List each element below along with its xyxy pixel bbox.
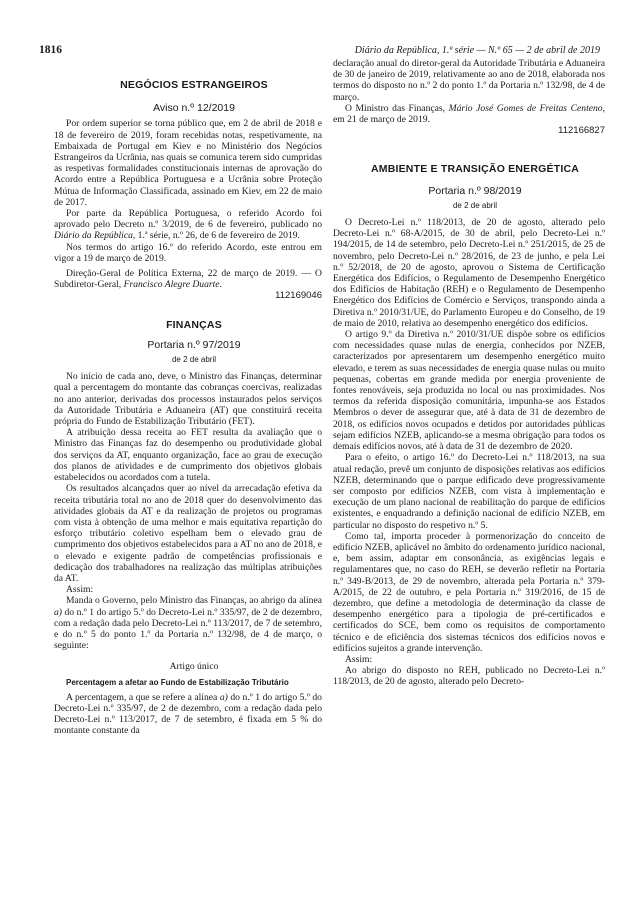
portaria-title: Portaria n.º 98/2019 bbox=[428, 184, 522, 197]
paragraph: Os resultados alcançados quer ao nível da arrecadação efetiva da receita tributária total no ano de 2018 quer do desenvolvimento das atividades globais da AT e da realização de projetos ou programas com vista à obtenção de uma melhor e mais equitativa repartição do esforço tributário coletivo espelham bem o elevado grau de cumprimento dos objetivos estabelecidos para a AT no ano de 2018, e o elevado e exigente padrão de competências profissionais e dedicação dos trabalhadores na realização das múltiplas atribuições da AT. bbox=[54, 483, 322, 584]
right-column bbox=[333, 58, 605, 688]
paragraph: No início de cada ano, deve, o Ministro das Finanças, determinar qual a percentagem do montante das cobranças coercivas, realizadas no ano anterior, derivadas dos processos instaurados pelos serviços da Autoridade Tributária e Aduaneira (AT) que constituirá receita própria do Fundo de Estabilização Tributário (FET). bbox=[54, 371, 322, 428]
article-subheading: Percentagem a afetar ao Fundo de Estabilização Tributário bbox=[66, 677, 289, 687]
paragraph: Para o efeito, o artigo 16.º do Decreto-Lei n.º 118/2013, na sua atual redação, prevê um conjunto de disposições relativas aos edifícios NZEB, determinando que o parque edificado deve progressivamente ser composto por edifícios NZEB, com vista à implementação e execução de um plano nacional de reabilitação do parque de edifícios existentes, e enquadrando a definição nacional de edifício NZEB, em particular no disposto do respetivo n.º 5. bbox=[333, 452, 605, 531]
paragraph: Manda o Governo, pelo Ministro das Finanças, ao abrigo da alínea a) do n.º 1 do artigo 5.º do Decreto-Lei n.º 335/97, de 2 de dezembro, com a redação dada pelo Decreto-Lei n.º 113/2017, de 7 de setembro, e do n.º 5 do ponto 1.º da Portaria n.º 132/98, de 4 de março, o seguinte: bbox=[54, 595, 322, 652]
ministry-heading: AMBIENTE E TRANSIÇÃO ENERGÉTICA bbox=[370, 163, 580, 176]
paragraph: Assim: bbox=[66, 584, 94, 596]
document-code: 112166827 bbox=[558, 125, 605, 137]
paragraph: Por parte da República Portuguesa, o referido Acordo foi aprovado pelo Decreto n.º 3/2019, de 6 de fevereiro, publicado no Diário da República, 1.ª série, n.º 26, de 6 de fevereiro de 2019. bbox=[54, 208, 322, 242]
left-column bbox=[54, 72, 322, 737]
page-number: 1816 bbox=[39, 44, 62, 56]
paragraph: Ao abrigo do disposto no REH, publicado no Decreto-Lei n.º 118/2013, de 20 de agosto, alterado pelo Decreto- bbox=[333, 665, 605, 688]
ministry-heading: FINANÇAS bbox=[166, 318, 222, 331]
ministry-heading: NEGÓCIOS ESTRANGEIROS bbox=[120, 79, 268, 91]
article-heading: Artigo único bbox=[169, 661, 219, 673]
paragraph: Por ordem superior se torna público que, em 2 de abril de 2018 e 18 de fevereiro de 2019, foram recebidas notas, respetivamente, na Embaixada de Portugal em Kiev e no Ministério dos Negócios Estrangeiros da Ucrânia, nas quais se comunica terem sido cumpridas as respetivas formalidades constitucionais internas de aprovação do Acordo entre a República Portuguesa e a Ucrânia sobre Proteção Mútua de Informação Classificada, assinado em Kiev, em 22 de maio de 2017. bbox=[54, 118, 322, 208]
paragraph: A percentagem, a que se refere a alínea a) do n.º 1 do artigo 5.º do Decreto-Lei n.º 335/97, de 2 de dezembro, com a redação dada pelo Decreto-Lei n.º 113/2017, de 7 de setembro, é fixada em 5 % do montante constante da bbox=[54, 691, 322, 737]
portaria-date: de 2 de abril bbox=[171, 355, 217, 365]
paragraph: A atribuição dessa receita ao FET resulta da avaliação que o Ministro das Finanças faz do desempenho ou produtividade global dos serviços da AT, enquanto organização, face ao grau de execução dos planos de atividades e de cumprimento dos objetivos globais estabelecidos ou acordados com a tutela. bbox=[54, 427, 322, 484]
paragraph: Assim: bbox=[345, 653, 373, 665]
portaria-title: Portaria n.º 97/2019 bbox=[147, 338, 241, 351]
paragraph: Como tal, importa proceder à pormenorização do conceito de edifício NZEB, aplicável no âmbito do ordenamento jurídico nacional, e, bem assim, adaptar em consonância, as exigências legais e regulamentares que, no caso do REH, se deverão refletir na Portaria n.º 349-B/2013, de 29 de novembro, alterada pela Portaria n.º 379-A/2015, de 22 de outubro, e pela Portaria n.º 319/2016, de 15 de dezembro, que define a metodologia de determinação da classe de desempenho energético para a tipologia de pré-certificados e certificados do SCE, bem como os requisitos de comportamento técnico e de eficiência dos sistemas técnicos dos edifícios novos e edifícios sujeitos a grande intervenção. bbox=[333, 530, 605, 654]
portaria-date: de 2 de abril bbox=[452, 200, 498, 210]
journal-header: Diário da República, 1.ª série — N.º 65 — 2 de abril de 2019 bbox=[354, 45, 600, 56]
signature-line: O Ministro das Finanças, Mário José Gomes de Freitas Centeno, em 21 de março de 2019. bbox=[333, 102, 605, 126]
paragraph: declaração anual do diretor-geral da Autoridade Tributária e Aduaneira de 30 de janeiro de 2019, relativamente ao ano de 2018, elaborada nos termos do disposto no n.º 2 do ponto 1.º da Portaria n.º 132/98, de 4 de março. bbox=[333, 58, 605, 103]
paragraph: O Decreto-Lei n.º 118/2013, de 20 de agosto, alterado pelo Decreto-Lei n.º 68-A/2015, de 30 de abril, pelo Decreto-Lei n.º 194/2015, de 14 de setembro, pelo Decreto-Lei n.º 251/2015, de 25 de novembro, pelo Decreto-Lei n.º 28/2016, de 23 de junho, e pela Lei n.º 52/2018, de 20 de agosto, aprovou o Sistema de Certificação Energética dos Edifícios, o Regulamento de Desempenho Energético dos Edifícios de Habitação (REH) e o Regulamento de Desempenho Energético dos Edifícios de Comércio e Serviços, transpondo ainda a Diretiva n.º 2010/31/UE, do Parlamento Europeu e do Conselho, de 19 de maio de 2010, relativa ao desempenho energético dos edifícios. bbox=[333, 217, 605, 329]
paragraph: Nos termos do artigo 16.º do referido Acordo, este entrou em vigor a 19 de março de 2019. bbox=[54, 241, 322, 264]
paragraph: O artigo 9.º da Diretiva n.º 2010/31/UE dispõe sobre os edifícios com necessidades quase nulas de energia, conhecidos por NZEB, caracterizados por apresentarem um desempenho energético muito elevado, e terem as suas necessidades de energia quase nulas ou muito pequenas, cobertas em grande medida por energia proveniente de fontes renováveis, seja produzida no local ou nas proximidades. Nos termos da referida disposição comunitária, impunha-se aos Estados Membros o dever de assegurar que, até à data de 31 de dezembro de 2018, os edifícios novos ocupados e detidos por autoridades públicas sejam edifícios NZEB, aplicando-se a mesma obrigação para todos os demais edifícios novos, até à data de 31 de dezembro de 2020. bbox=[333, 329, 605, 453]
document-code: 112169046 bbox=[275, 290, 322, 302]
signature-line: Direção-Geral de Política Externa, 22 de março de 2019. — O Subdiretor-Geral, Francisco Alegre Duarte. bbox=[54, 268, 322, 291]
notice-title: Aviso n.º 12/2019 bbox=[153, 102, 235, 115]
